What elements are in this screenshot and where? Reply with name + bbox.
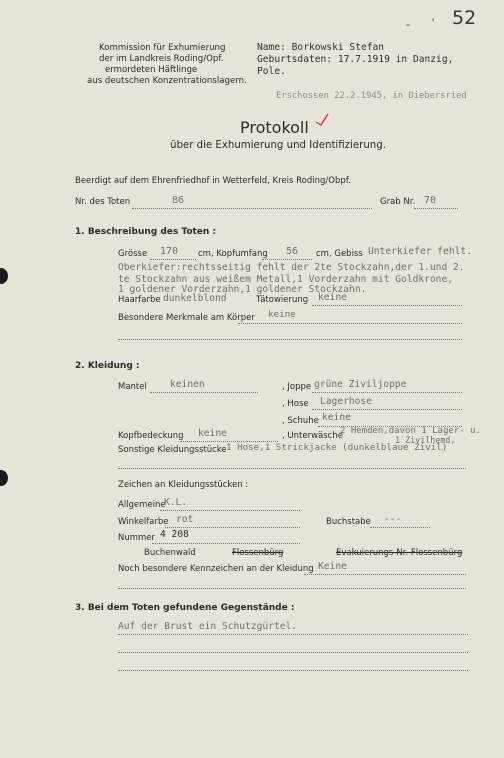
- gebiss-label: cm, Gebiss: [316, 249, 363, 259]
- org-line-3: ermordeten Häftlinge: [105, 65, 198, 75]
- buchstabe-label: Buchstabe: [326, 517, 371, 527]
- schuhe-label: , Schuhe: [282, 416, 319, 426]
- taetowierung-value: keine: [318, 292, 347, 303]
- winkelfarbe-value: rot: [176, 514, 194, 525]
- unterwaesche-value: 2 Hemden,davon 1 Lager- u.: [340, 426, 481, 436]
- teeth-line-1: Oberkiefer:rechtsseitig fehlt der 2te Stockzahn,der 1.und 2.: [118, 262, 465, 273]
- sonstige-value: 1 Hose,1 Strickjacke (dunkelblaue Zivil): [226, 442, 448, 453]
- section3-value: Auf der Brust ein Schutzgürtel.: [118, 621, 298, 632]
- camp-buchenwald: Buchenwald: [144, 548, 196, 558]
- buchstabe-value: ---: [384, 514, 402, 525]
- dash-mark: -: [406, 17, 410, 31]
- section3-line-3: [118, 670, 468, 671]
- org-line-2: der im Landkreis Roding/Opf.: [99, 54, 224, 64]
- camp-flossenbuerg: Flossenbürg: [232, 548, 284, 558]
- section3-line-1: [118, 634, 468, 635]
- mantel-label: Mantel: [118, 382, 147, 392]
- groesse-label: Grösse: [118, 249, 148, 259]
- mantel-value: keinen: [170, 379, 205, 390]
- nr-toten-label: Nr. des Toten: [75, 197, 131, 207]
- haarfarbe-label: Haarfarbe: [118, 295, 161, 305]
- haarfarbe-value: dunkelblond: [163, 293, 227, 304]
- org-line-4: aus deutschen Konzentrationslagern.: [87, 76, 247, 86]
- kopfumfang-value: 56: [286, 246, 299, 257]
- groesse-value: 170: [160, 246, 179, 257]
- kennzeichen-line: [304, 574, 466, 575]
- allgemeine-value: K.L.: [164, 497, 188, 508]
- nr-toten-line: [132, 208, 372, 209]
- kennzeichen-value: Keine: [318, 561, 347, 572]
- name-line: Name: Borkowski Stefan: [257, 42, 385, 53]
- nummer-value: 4 208: [160, 529, 189, 540]
- grab-label: Grab Nr.: [380, 197, 416, 207]
- page-subtitle: über die Exhumierung und Identifizierung.: [170, 140, 386, 151]
- teeth-line-3: 1 goldener Vorderzahn,1 goldener Stockzahn.: [118, 284, 367, 295]
- buchstabe-line: [370, 527, 430, 528]
- hose-label: , Hose: [282, 399, 309, 409]
- org-line-1: Kommission für Exhumierung: [99, 43, 226, 53]
- hose-line: [312, 409, 462, 410]
- merkmale-value: keine: [268, 309, 296, 320]
- punch-hole-top: [0, 268, 8, 284]
- sonstige-label: Sonstige Kleidungsstücke: [118, 445, 227, 455]
- nummer-line: [152, 543, 300, 544]
- page-number: 52: [452, 7, 477, 29]
- merkmale-label: Besondere Merkmale am Körper: [118, 313, 255, 323]
- kennzeichen-label: Noch besondere Kennzeichen an der Kleidung: [118, 564, 314, 574]
- birth-line: Geburtsdaten: 17.7.1919 in Danzig,: [257, 54, 454, 65]
- nationality-line: Pole.: [257, 66, 286, 77]
- teeth-line-2: te Stockzahn aus weißem Metall,1 Vorderzahn mit Goldkrone,: [118, 274, 454, 285]
- allgemeine-label: Allgemeine: [118, 500, 166, 510]
- dot-mark: ': [432, 15, 435, 29]
- taetowierung-line: [312, 305, 462, 306]
- winkelfarbe-label: Winkelfarbe: [118, 517, 169, 527]
- grab-value: 70: [424, 195, 437, 206]
- unterwaesche-value-2: 1 Zivilhemd,: [395, 435, 456, 445]
- camp-evakuierung: Evakuierungs-Nr. Flossenbürg: [336, 548, 463, 558]
- merkmale-line-2: [118, 339, 462, 340]
- nummer-label: Nummer: [118, 533, 156, 543]
- kennzeichen-line-2: [118, 588, 466, 589]
- red-check-mark: [314, 112, 330, 128]
- sonstige-line-2: [118, 468, 466, 469]
- grab-line: [414, 208, 458, 209]
- section3-heading: 3. Bei dem Toten gefundene Gegenstände :: [75, 603, 295, 613]
- schuhe-value: keine: [322, 412, 351, 423]
- zeichen-label: Zeichen an Kleidungsstücken :: [118, 480, 249, 490]
- unterwaesche-label: , Unterwäsche: [282, 431, 343, 441]
- merkmale-line: [238, 323, 462, 324]
- kopfumfang-label: cm, Kopfumfang: [198, 249, 268, 259]
- section3-line-2: [118, 652, 468, 653]
- page-title: Protokoll: [240, 118, 309, 137]
- mantel-line: [150, 392, 258, 393]
- kopfbedeckung-label: Kopfbedeckung: [118, 431, 184, 441]
- section1-heading: 1. Beschreibung des Toten :: [75, 227, 217, 237]
- nr-toten-value: 86: [172, 195, 185, 206]
- shot-line: Erschossen 22.2.1945, in Diebersried: [276, 91, 467, 101]
- groesse-line: [150, 259, 196, 260]
- section2-heading: 2. Kleidung :: [75, 361, 140, 371]
- joppe-line: [312, 392, 462, 393]
- joppe-value: grüne Ziviljoppe: [314, 379, 407, 390]
- gebiss-value: Unterkiefer fehlt.: [368, 246, 472, 257]
- kopfumfang-line: [262, 259, 312, 260]
- taetowierung-label: Tätowierung: [256, 295, 309, 305]
- allgemeine-line: [160, 510, 300, 511]
- burial-label: Beerdigt auf dem Ehrenfriedhof in Wetterfeld, Kreis Roding/Obpf.: [75, 176, 351, 186]
- joppe-label: , Joppe: [282, 382, 312, 392]
- hose-value: Lagerhose: [320, 396, 372, 407]
- kopfbedeckung-value: keine: [198, 428, 227, 439]
- winkelfarbe-line: [165, 527, 300, 528]
- punch-hole-bottom: [0, 470, 8, 486]
